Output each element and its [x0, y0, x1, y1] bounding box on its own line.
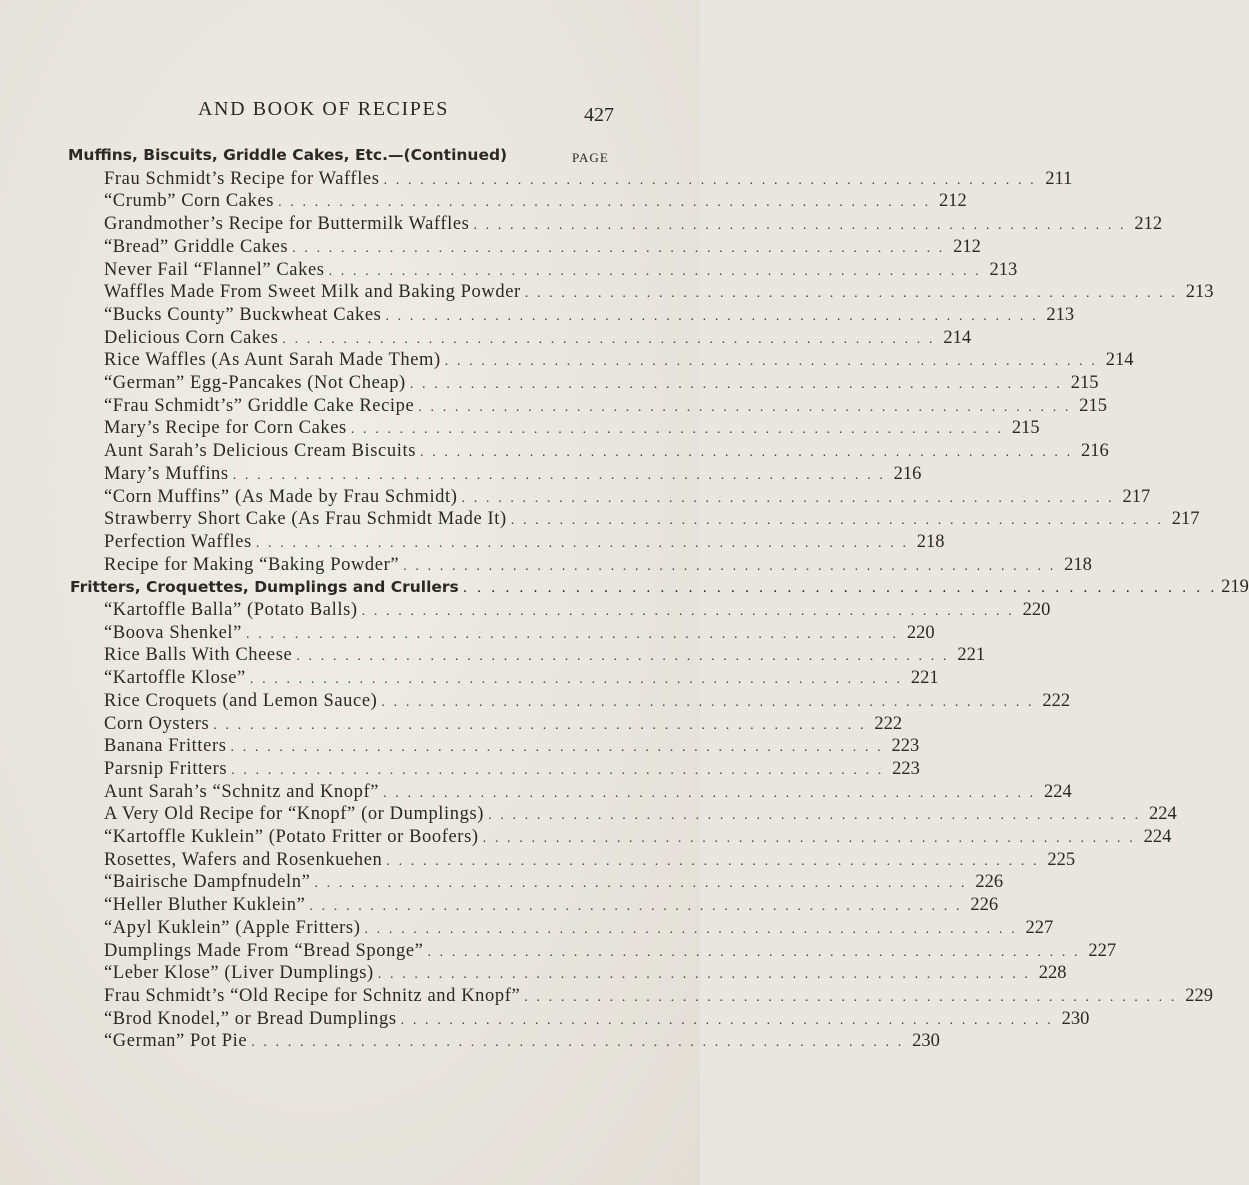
- section-page-number: 219: [1221, 577, 1249, 598]
- entry-title: Perfection Waffles: [104, 531, 252, 552]
- entry-page-number: 230: [1061, 1008, 1090, 1029]
- entry-title: Aunt Sarah’s Delicious Cream Biscuits: [104, 441, 416, 462]
- toc-entry: [104, 1008, 1090, 1031]
- toc-entry: [104, 849, 1076, 872]
- dot-leader: . . . . . . . . . . . . . . . . . . . . . . . . . . . . . . . . . . . . . . . . . . . . . . . . . . . . . .: [385, 308, 1039, 324]
- entry-page-number: 226: [975, 872, 1004, 893]
- dot-leader: . . . . . . . . . . . . . . . . . . . . . . . . . . . . . . . . . . . . . . . . . . . . . . . . . . . . . .: [249, 672, 903, 688]
- entry-title: “Frau Schmidt’s” Griddle Cake Recipe: [104, 395, 415, 416]
- toc-entry: [104, 622, 935, 645]
- entry-page-number: 224: [1149, 804, 1177, 825]
- dot-leader: . . . . . . . . . . . . . . . . . . . . . . . . . . . . . . . . . . . . . . . . . . . . . . . . . . . . . .: [230, 740, 884, 756]
- dot-leader: . . . . . . . . . . . . . . . . . . . . . . . . . . . . . . . . . . . . . . . . . . . . . . . . . . . . . .: [420, 445, 1073, 461]
- entry-title: Frau Schmidt’s Recipe for Waffles: [104, 168, 380, 189]
- entry-title: Delicious Corn Cakes: [104, 327, 279, 348]
- toc-entry: [104, 895, 999, 917]
- toc-entry: [104, 486, 1151, 509]
- entry-title: Parsnip Fritters: [104, 758, 228, 779]
- dot-leader: . . . . . . . . . . . . . . . . . . . . . . . . . . . . . . . . . . . . . . . . . . . . . . . . . . . . . .: [409, 377, 1063, 392]
- dot-leader: . . . . . . . . . . . . . . . . . . . . . . . . . . . . . . . . . . . . . . . . . . . . . . . . . . . . . .: [377, 967, 1031, 983]
- entry-page-number: 227: [1088, 940, 1117, 961]
- dot-leader: . . . . . . . . . . . . . . . . . . . . . . . . . . . . . . . . . . . . . . . . . . . . . . . . . . . . . .: [296, 649, 950, 665]
- entry-title: “Kartoffle Kuklein” (Potato Fritter or Boofers): [104, 827, 479, 847]
- toc-entry: [104, 872, 1004, 894]
- entry-title: Mary’s Muffins: [104, 463, 229, 484]
- dot-leader: . . . . . . . . . . . . . . . . . . . . . . . . . . . . . . . . . . . . . . . . . . . . . . . . . . . . . .: [427, 944, 1081, 960]
- toc-entry: [104, 395, 1108, 418]
- entry-title: “German” Egg-Pancakes (Not Cheap): [104, 373, 406, 393]
- toc-entry: [104, 1031, 940, 1053]
- entry-page-number: 228: [1038, 963, 1067, 984]
- entry-page-number: 221: [910, 668, 939, 689]
- dot-leader: . . . . . . . . . . . . . . . . . . . . . . . . . . . . . . . . . . . . . . . . . . . . . . . . . . . . . .: [386, 853, 1040, 869]
- running-head: AND BOOK OF RECIPES: [198, 98, 449, 120]
- toc-entry: [104, 963, 1067, 985]
- page-column-label: PAGE: [572, 150, 609, 165]
- toc-entry: [104, 168, 1073, 191]
- entry-title: “Bairische Dampfnudeln”: [104, 872, 311, 893]
- toc-entry: [104, 304, 1075, 327]
- toc-entry: [104, 236, 981, 259]
- entry-page-number: 214: [943, 327, 972, 348]
- dot-leader: . . . . . . . . . . . . . . . . . . . . . . . . . . . . . . . . . . . . . . . . . . . . . . . . . . . . . .: [364, 921, 1018, 937]
- toc-entry: [104, 736, 920, 758]
- entry-page-number: 213: [1185, 282, 1214, 303]
- entry-page-number: 229: [1185, 985, 1213, 1006]
- entry-page-number: 216: [1080, 441, 1109, 462]
- entry-title: “Corn Muffins” (As Made by Frau Schmidt): [104, 486, 458, 507]
- toc-entry: [104, 940, 1117, 963]
- dot-leader: . . . . . . . . . . . . . . . . . . . . . . . . . . . . . . . . . . . . . . . . . . . . . . . . . . . . . .: [309, 899, 963, 915]
- dot-leader: . . . . . . . . . . . . . . . . . . . . . . . . . . . . . . . . . . . . . . . . . . . . . . . . . . . . . .: [383, 172, 1037, 188]
- entry-page-number: 227: [1025, 917, 1054, 938]
- dot-leader: . . . . . . . . . . . . . . . . . . . . . . . . . . . . . . . . . . . . . . . . . . . . . . . . . . . . . .: [350, 422, 1004, 438]
- entry-title: A Very Old Recipe for “Knopf” (or Dumplings): [104, 804, 485, 825]
- dot-leader: . . . . . . . . . . . . . . . . . . . . . . . . . . . . . . . . . . . . . . . . . . . . . . . . . . . . . .: [314, 876, 968, 892]
- entry-title: “Apyl Kuklein” (Apple Fritters): [104, 917, 361, 938]
- dot-leader: . . . . . . . . . . . . . . . . . . . . . . . . . . . . . . . . . . . . . . . . . . . . . . . . . . . . . .: [383, 785, 1036, 801]
- entry-page-number: 216: [893, 463, 922, 484]
- toc-entry: [104, 259, 1018, 282]
- dot-leader: . . . . . . . . . . . . . . . . . . . . . . . . . . . . . . . . . . . . . . . . . . . . . . . . . . . . . .: [400, 1012, 1054, 1028]
- entry-title: “German” Pot Pie: [104, 1031, 248, 1052]
- entry-page-number: 223: [891, 736, 920, 757]
- toc-entry: [104, 373, 1099, 395]
- toc-entry: [104, 713, 903, 736]
- entry-page-number: 226: [970, 895, 999, 916]
- dot-leader: . . . . . . . . . . . . . . . . . . . . . . . . . . . . . . . . . . . . . . . . . . . . . . . . . . . . . .: [292, 240, 945, 256]
- dot-leader: . . . . . . . . . . . . . . . . . . . . . . . . . . . . . . . . . . . . . . . . . . . . . . . . . . . . . .: [418, 399, 1072, 415]
- dot-leader: . . . . . . . . . . . . . . . . . . . . . . . . . . . . . . . . . . . . . . . . . . . . . . . . . . . . . .: [245, 626, 899, 642]
- entry-title: Dumplings Made From “Bread Sponge”: [104, 940, 424, 961]
- entry-title: Corn Oysters: [104, 713, 210, 734]
- entry-title: Mary’s Recipe for Corn Cakes: [104, 418, 347, 439]
- dot-leader: . . . . . . . . . . . . . . . . . . . . . . . . . . . . . . . . . . . . . . . . . . . . . . . . . . . . . .: [251, 1035, 904, 1051]
- entry-page-number: 212: [1134, 214, 1163, 235]
- dot-leader: . . . . . . . . . . . . . . . . . . . . . . . . . . . . . . . . . . . . . . . . . . . . . . . . . . . . . .: [482, 831, 1136, 846]
- entry-page-number: 218: [916, 531, 945, 552]
- toc-entry: [104, 441, 1109, 463]
- toc-entry: [104, 645, 986, 667]
- entry-title: “Boova Shenkel”: [104, 622, 242, 643]
- entry-page-number: 230: [912, 1031, 940, 1052]
- entry-page-number: 212: [953, 236, 981, 257]
- toc-entry: [104, 282, 1214, 304]
- toc-entry: [104, 463, 922, 486]
- dot-leader: . . . . . . . . . . . . . . . . . . . . . . . . . . . . . . . . . . . . . . . . . . . . . . . . . . . . . .: [461, 490, 1115, 506]
- entry-page-number: 215: [1070, 373, 1099, 393]
- entry-page-number: 218: [1064, 554, 1092, 575]
- section-heading: Fritters, Croquettes, Dumplings and Crullers: [70, 578, 459, 597]
- dot-leader: . . . . . . . . . . . . . . . . . . . . . . . . . . . . . . . . . . . . . . . . . . . . . . . . . . . . . .: [361, 604, 1015, 619]
- entry-title: “Kartoffle Klose”: [104, 668, 246, 689]
- toc-entry: [104, 509, 1200, 531]
- dot-leader: . . . . . . . . . . . . . . . . . . . . . . . . . . . . . . . . . . . . . . . . . . . . . . . . . . . . . .: [213, 717, 867, 733]
- entry-page-number: 217: [1122, 486, 1151, 507]
- dot-leader: . . . . . . . . . . . . . . . . . . . . . . . . . . . . . . . . . . . . . . . . . . . . . . . . . . . . . .: [473, 218, 1127, 234]
- entry-page-number: 214: [1105, 350, 1134, 371]
- entry-page-number: 222: [874, 713, 903, 734]
- entry-title: Rice Balls With Cheese: [104, 645, 293, 666]
- toc-entry: [104, 827, 1172, 849]
- dot-leader: . . . . . . . . . . . . . . . . . . . . . . . . . . . . . . . . . . . . . . . . . . . . . . . . . . . . . .: [403, 558, 1056, 574]
- toc-entry: [104, 191, 967, 213]
- entry-title: Aunt Sarah’s “Schnitz and Knopf”: [104, 781, 380, 802]
- entry-page-number: 215: [1011, 418, 1040, 439]
- entry-title: “Bucks County” Buckwheat Cakes: [104, 304, 382, 325]
- entry-title: Banana Fritters: [104, 736, 227, 757]
- dot-leader: . . . . . . . . . . . . . . . . . . . . . . . . . . . . . . . . . . . . . . . . . . . . . . . . . . . . . .: [444, 354, 1098, 370]
- entry-page-number: 213: [989, 259, 1018, 280]
- entry-page-number: 220: [1022, 600, 1051, 620]
- entry-title: Waffles Made From Sweet Milk and Baking Powder: [104, 282, 521, 303]
- toc-entry: [104, 985, 1213, 1008]
- dot-leader: . . . . . . . . . . . . . . . . . . . . . . . . . . . . . . . . . . . . . . . . . . . . . . . . . . . . . .: [278, 195, 931, 211]
- dot-leader: . . . . . . . . . . . . . . . . . . . . . . . . . . . . . . . . . . . . . . . . . . . . . . . . . . . . . .: [462, 580, 1218, 597]
- entry-title: Grandmother’s Recipe for Buttermilk Waffles: [104, 214, 470, 235]
- toc-entry: [104, 600, 1051, 622]
- entry-title: Rice Croquets (and Lemon Sauce): [104, 690, 378, 711]
- entry-title: Frau Schmidt’s “Old Recipe for Schnitz and Knopf”: [104, 985, 521, 1006]
- toc-entry: [104, 804, 1177, 826]
- entry-title: Recipe for Making “Baking Powder”: [104, 554, 400, 575]
- dot-leader: . . . . . . . . . . . . . . . . . . . . . . . . . . . . . . . . . . . . . . . . . . . . . . . . . . . . . .: [524, 989, 1177, 1005]
- section-heading: Muffins, Biscuits, Griddle Cakes, Etc.—(Continued): [68, 146, 508, 164]
- entry-page-number: 217: [1171, 509, 1200, 530]
- entry-page-number: 222: [1042, 690, 1071, 711]
- entry-title: “Bread” Griddle Cakes: [104, 236, 289, 257]
- dot-leader: . . . . . . . . . . . . . . . . . . . . . . . . . . . . . . . . . . . . . . . . . . . . . . . . . . . . . .: [488, 808, 1141, 824]
- entry-page-number: 224: [1143, 827, 1172, 847]
- entry-page-number: 212: [939, 191, 967, 212]
- toc-entry: [104, 668, 939, 690]
- dot-leader: . . . . . . . . . . . . . . . . . . . . . . . . . . . . . . . . . . . . . . . . . . . . . . . . . . . . . .: [282, 331, 936, 347]
- entry-page-number: 211: [1045, 168, 1073, 189]
- entry-page-number: 220: [906, 622, 935, 643]
- dot-leader: . . . . . . . . . . . . . . . . . . . . . . . . . . . . . . . . . . . . . . . . . . . . . . . . . . . . . .: [510, 513, 1164, 529]
- toc-entry: [104, 350, 1134, 372]
- toc-entry: [104, 917, 1054, 940]
- dot-leader: . . . . . . . . . . . . . . . . . . . . . . . . . . . . . . . . . . . . . . . . . . . . . . . . . . . . . .: [328, 263, 982, 279]
- toc-entry: [104, 781, 1072, 804]
- toc-entry: [104, 758, 920, 781]
- toc-entry: [104, 690, 1071, 713]
- entry-title: “Kartoffle Balla” (Potato Balls): [104, 600, 358, 620]
- toc-entry: [104, 418, 1040, 440]
- entry-title: “Crumb” Corn Cakes: [104, 191, 275, 212]
- page-number: 427: [584, 104, 614, 126]
- dot-leader: . . . . . . . . . . . . . . . . . . . . . . . . . . . . . . . . . . . . . . . . . . . . . . . . . . . . . .: [524, 286, 1178, 302]
- toc-entry: [104, 214, 1163, 236]
- entry-page-number: 223: [892, 758, 920, 779]
- entry-title: Rosettes, Wafers and Rosenkuehen: [104, 849, 383, 870]
- entry-title: Never Fail “Flannel” Cakes: [104, 259, 325, 280]
- entry-title: “Leber Klose” (Liver Dumplings): [104, 963, 374, 984]
- section-heading-row: [70, 577, 1249, 599]
- entry-title: “Heller Bluther Kuklein”: [104, 895, 306, 916]
- entry-page-number: 225: [1047, 849, 1076, 870]
- entry-page-number: 213: [1046, 304, 1075, 325]
- dot-leader: . . . . . . . . . . . . . . . . . . . . . . . . . . . . . . . . . . . . . . . . . . . . . . . . . . . . . .: [381, 694, 1035, 710]
- dot-leader: . . . . . . . . . . . . . . . . . . . . . . . . . . . . . . . . . . . . . . . . . . . . . . . . . . . . . .: [255, 535, 909, 551]
- toc-entry: [104, 327, 972, 350]
- toc-entry: [104, 531, 945, 554]
- entry-title: Strawberry Short Cake (As Frau Schmidt Made It): [104, 509, 507, 530]
- entry-title: Rice Waffles (As Aunt Sarah Made Them): [104, 350, 441, 371]
- entry-page-number: 215: [1079, 395, 1108, 416]
- dot-leader: . . . . . . . . . . . . . . . . . . . . . . . . . . . . . . . . . . . . . . . . . . . . . . . . . . . . . .: [231, 762, 884, 778]
- entry-page-number: 221: [957, 645, 986, 666]
- toc-entry: [104, 554, 1092, 577]
- entry-title: “Brod Knodel,” or Bread Dumplings: [104, 1008, 397, 1029]
- dot-leader: . . . . . . . . . . . . . . . . . . . . . . . . . . . . . . . . . . . . . . . . . . . . . . . . . . . . . .: [232, 467, 886, 483]
- entry-page-number: 224: [1044, 781, 1072, 802]
